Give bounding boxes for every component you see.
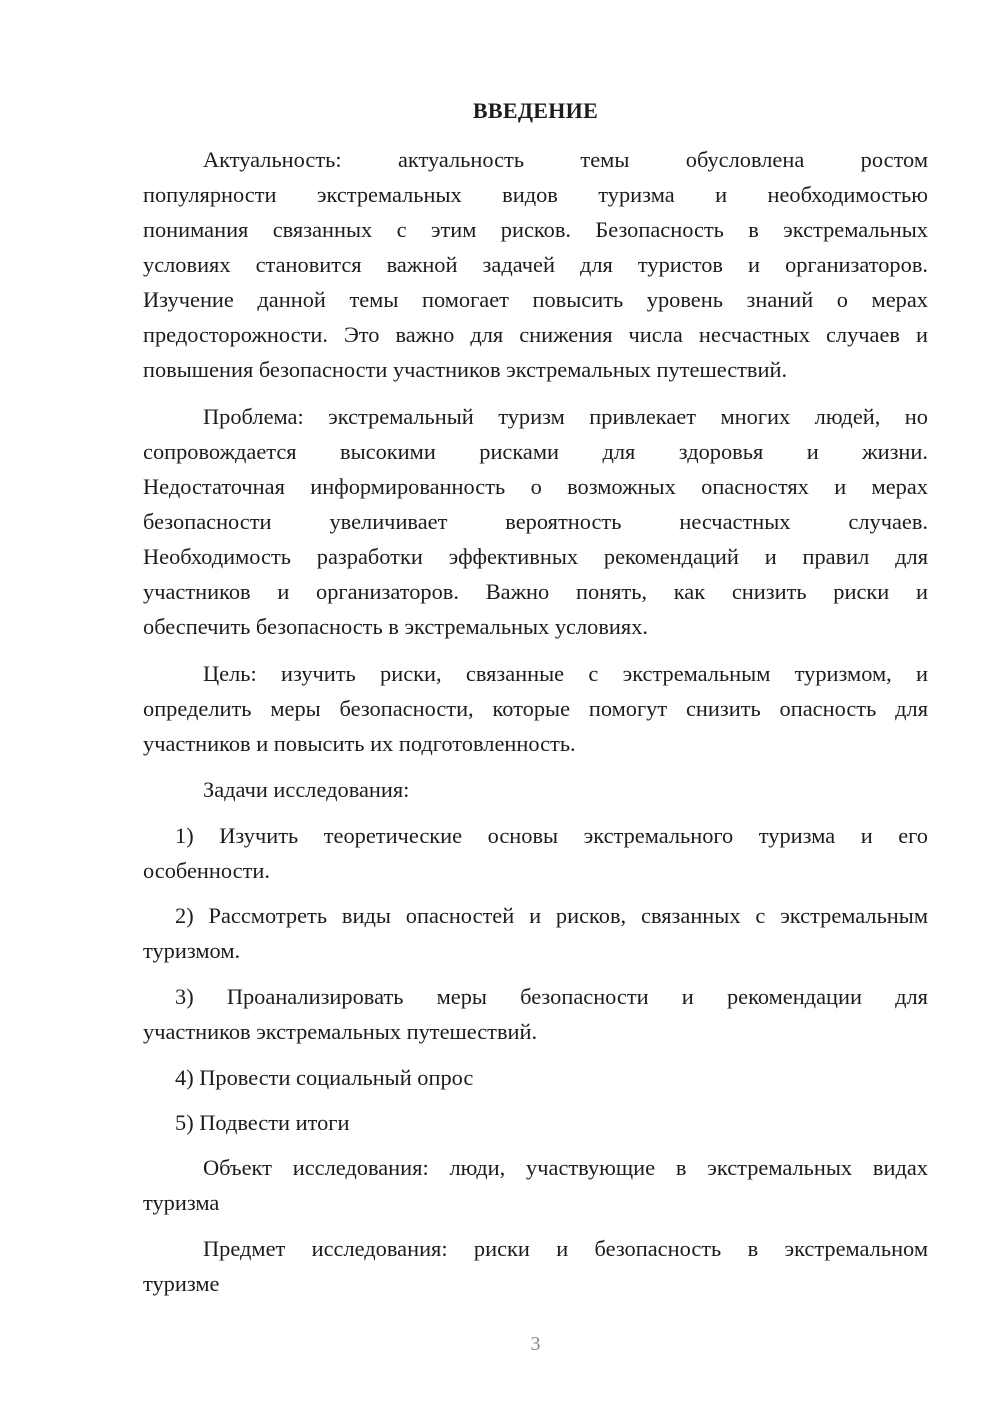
text-line: 5) Подвести итоги [175,1110,350,1135]
text-line: Проблема: экстремальный туризм привлекает многих людей, но [203,404,928,429]
text-line: туризме [143,1271,220,1296]
text-line: безопасности увеличивает вероятность несчастных случаев. [143,509,928,534]
task-item-4 [143,1060,928,1095]
text-line: участников экстремальных путешествий. [143,1019,538,1044]
relevance-paragraph [143,142,928,387]
text-line: понимания связанных с этим рисков. Безопасность в экстремальных [143,217,928,242]
task-item-1 [143,818,928,888]
page-title: ВВЕДЕНИЕ [472,98,599,123]
page-number: 3 [530,1333,541,1355]
text-line: Объект исследования: люди, участвующие в экстремальных видах [203,1155,928,1180]
text-line: особенности. [143,858,270,883]
text-line: Изучение данной темы помогает повысить уровень знаний о мерах [143,287,928,312]
task-item-2 [143,898,928,968]
subject-paragraph [143,1231,928,1301]
text-line: условиях становится важной задачей для туристов и организаторов. [143,252,928,277]
tasks-heading [143,772,928,807]
text-line: Цель: изучить риски, связанные с экстремальным туризмом, и [203,661,928,686]
text-line: 3) Проанализировать меры безопасности и рекомендации для [175,984,928,1009]
text-line: 4) Провести социальный опрос [175,1065,474,1090]
task-item-5 [143,1105,928,1140]
text-line: Задачи исследования: [203,777,410,802]
text-line: предосторожности. Это важно для снижения числа несчастных случаев и [143,322,928,347]
text-line: повышения безопасности участников экстремальных путешествий. [143,357,788,382]
text-line: участников и повысить их подготовленность. [143,731,576,756]
text-line: сопровождается высокими рисками для здоровья и жизни. [143,439,928,464]
text-line: 2) Рассмотреть виды опасностей и рисков, связанных с экстремальным [175,903,928,928]
text-line: популярности экстремальных видов туризма и необходимостью [143,182,928,207]
text-line: обеспечить безопасность в экстремальных условиях. [143,614,649,639]
goal-paragraph [143,656,928,761]
problem-paragraph [143,399,928,644]
text-line: участников и организаторов. Важно понять, как снизить риски и [143,579,928,604]
text-line: Необходимость разработки эффективных рекомендаций и правил для [143,544,928,569]
text-line: Предмет исследования: риски и безопасность в экстремальном [203,1236,928,1261]
text-line: туризмом. [143,938,241,963]
task-item-3 [143,979,928,1049]
text-line: 1) Изучить теоретические основы экстремального туризма и его [175,823,928,848]
text-line: Недостаточная информированность о возможных опасностях и мерах [143,474,928,499]
object-paragraph [143,1150,928,1220]
text-line: Актуальность: актуальность темы обусловлена ростом [203,147,928,172]
text-line: определить меры безопасности, которые помогут снизить опасность для [143,696,928,721]
text-line: туризма [143,1190,220,1215]
document-page [143,0,928,1414]
